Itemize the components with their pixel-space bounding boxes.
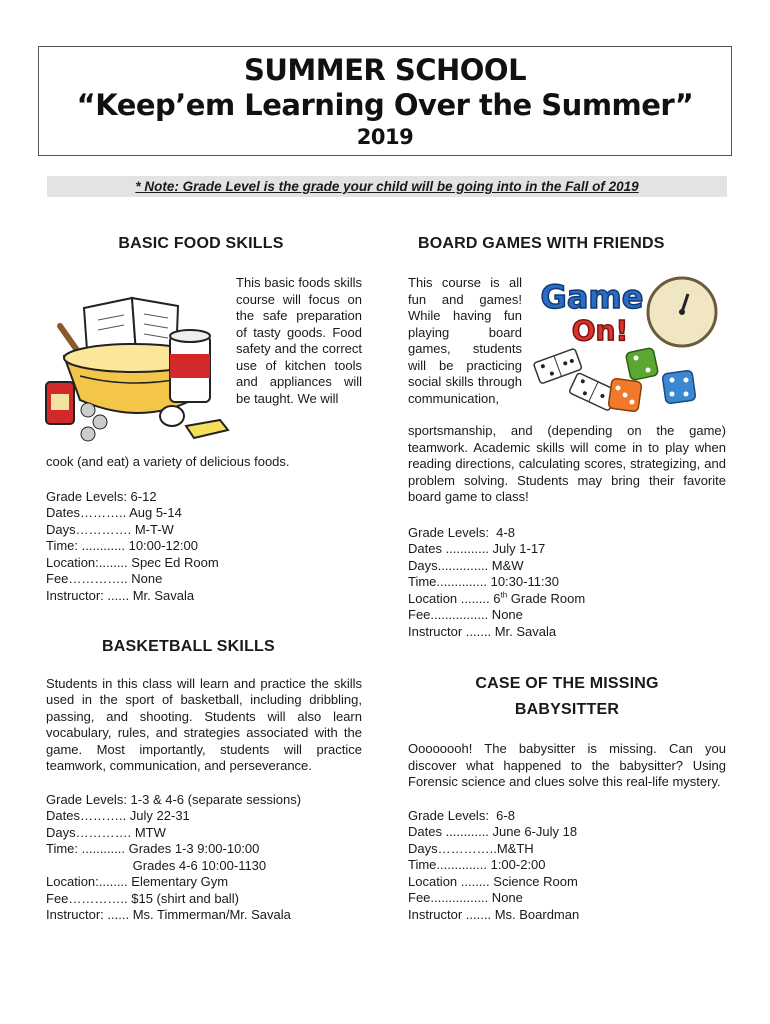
instructor: Instructor ....... Ms. Boardman	[408, 906, 580, 922]
days: Days…………. M-T-W	[46, 521, 174, 537]
logo-word-on: On!	[571, 314, 629, 347]
basketball-details	[46, 792, 362, 924]
page-year: 2019	[356, 125, 414, 149]
time-continued: Grades 4-6 10:00-1130	[46, 857, 267, 873]
dates: Dates……….. Aug 5-14	[46, 505, 182, 520]
food-description-side: This basic foods skills course will focus on the safe preparation of tasty goods. Food safety and the correct use of kitchen tools and appliances will be taught. We will	[236, 275, 362, 406]
grade-levels: Grade Levels: 6-8	[408, 807, 515, 823]
time: Time.............. 10:30-11:30	[408, 574, 560, 589]
course-heading: BASKETBALL SKILLS	[102, 638, 275, 655]
food-description-full: cook (and eat) a variety of delicious foods.	[46, 454, 290, 469]
course-heading	[408, 671, 726, 723]
mystery-description: Oooooooh! The babysitter is missing. Can you discover what happened to the babysitter? Using Forensic science and clues solve this real-life mystery.	[408, 741, 726, 789]
games-description-full: sportsmanship, and (depending on the game) teamwork. Academic skills will come in to play when reading directions, calculating scores, strategizing, and problem solving. Students may bring their favorite board game to class!	[408, 423, 726, 504]
dates: Dates……….. July 22-31	[46, 808, 190, 823]
fee: Fee………….. $15 (shirt and ball)	[46, 890, 239, 906]
location: Location ........ Science Room	[408, 873, 578, 889]
time: Time: ............ Grades 1-3 9:00-10:00	[46, 841, 260, 856]
game-on-logo-icon	[532, 272, 728, 418]
instructor: Instructor: ...... Ms. Timmerman/Mr. Savala	[46, 907, 291, 922]
instructor: Instructor: ...... Mr. Savala	[46, 587, 195, 603]
mystery-details	[408, 808, 726, 924]
grade-levels: Grade Levels: 6-12	[46, 488, 157, 504]
location: Location ........ 6th Grade Room	[408, 590, 586, 606]
games-description-side: This course is all fun and games! While having fun playing board games, students will be practicing social skills through communication,	[408, 275, 522, 406]
course-heading-line1: CASE OF THE MISSING	[475, 675, 659, 692]
course-heading: BASIC FOOD SKILLS	[118, 235, 284, 252]
basketball-description: Students in this class will learn and practice the skills used in the sport of basketball, including dribbling, passing, and shooting. Students will also learn vocabulary, rules, and strategies associated with the game. Most importantly, students will practice teamwork, communication, and perseverance.	[46, 675, 362, 773]
page-subtitle: “Keep’em Learning Over the Summer”	[76, 88, 694, 122]
instructor: Instructor ....... Mr. Savala	[408, 623, 557, 639]
fee: Fee………….. None	[46, 571, 163, 586]
logo-word-game: Game	[540, 278, 644, 316]
location: Location:........ Spec Ed Room	[46, 554, 219, 570]
cooking-illustration-icon	[44, 278, 230, 448]
days: Days…………. MTW	[46, 824, 166, 840]
fee: Fee................ None	[408, 890, 523, 905]
course-heading-line2: BABYSITTER	[514, 701, 620, 718]
course-basketball	[46, 639, 362, 924]
days: Days.............. M&W	[408, 557, 524, 573]
course-basic-food	[46, 236, 362, 253]
title-box	[38, 46, 732, 156]
location: Location:........ Elementary Gym	[46, 874, 229, 889]
course-basic-food-body	[46, 454, 362, 604]
games-details	[408, 525, 726, 641]
time: Time: ............ 10:00-12:00	[46, 538, 198, 553]
grade-levels: Grade Levels: 4-8	[408, 524, 515, 540]
dates: Dates ............ July 1-17	[408, 541, 546, 556]
food-details	[46, 489, 362, 605]
page-title: SUMMER SCHOOL	[243, 53, 527, 87]
grade-levels: Grade Levels: 1-3 & 4-6 (separate sessions)	[46, 791, 302, 807]
course-board-games-body	[408, 423, 726, 640]
course-missing-babysitter	[408, 671, 726, 923]
fee: Fee................ None	[408, 607, 523, 622]
course-heading: BOARD GAMES WITH FRIENDS	[418, 235, 665, 252]
time: Time.............. 1:00-2:00	[408, 857, 546, 872]
dates: Dates ............ June 6-July 18	[408, 824, 578, 839]
course-board-games	[408, 236, 726, 253]
days: Days…………..M&TH	[408, 840, 534, 856]
grade-note: * Note: Grade Level is the grade your child will be going into in the Fall of 2019	[47, 176, 727, 197]
